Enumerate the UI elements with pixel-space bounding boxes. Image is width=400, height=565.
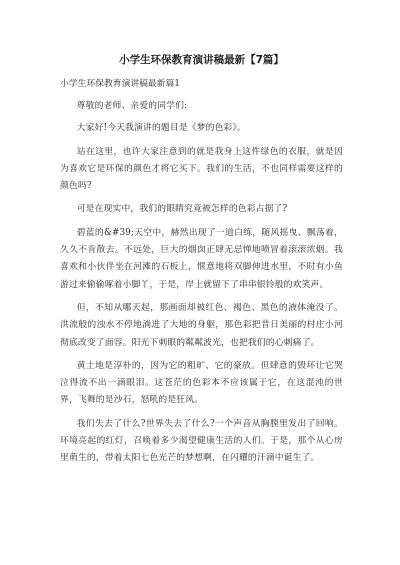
paragraph-greeting: 尊敬的老师、亲爱的同学们: <box>76 101 188 111</box>
paragraph: 站在这里，也许大家注意到的就是我身上这件绿色的衣服，就是因为喜欢它是环保的颜色才将它买下。我们的生活，不也同样需要这样的颜色吗? <box>60 146 343 192</box>
section-heading: 小学生环保教育演讲稿最新篇1 <box>60 79 180 89</box>
paragraph: 黄土地是淳朴的，因为它的粗旷、它的豪放。但肆意的毁坏让它哭泣得流不出一滴眼泪。这苍茫的色彩本不应该属于它，在这混沌的世界，飞舞的是沙石，怒吼的是狂风。 <box>60 360 343 406</box>
paragraph: 我们失去了什么?世界失去了什么?一个声音从胸膛里发出了回响。环境亮起的红灯，召唤着多少渴望健康生活的人们。于是，那个从心房里萌生的，带着太阳七色光芒的梦想啊，在闪耀的汗滴中诞生了。 <box>60 418 343 464</box>
document-title: 小学生环保教育演讲稿最新【7篇】 <box>119 54 284 66</box>
paragraph: 但，不知从哪天起，那画面却被红色、褐色、黑色的液体淹没了。洪流般的浊水不停地淌进了大地的身躯，那色彩把昔日美丽的村庄小河彻底改变了面容。阳光下刺眼的粼粼波光，也把我们的心刺痛了。 <box>60 302 343 348</box>
paragraph: 可是在现实中，我们的眼睛究竟被怎样的色彩占据了? <box>76 204 288 215</box>
paragraph: 碧蓝的&#39;天空中，赫然出现了一道白练，随风摇曳、飘荡着，久久不肯散去。不远处，巨大的烟囱正肆无忌惮地喷冒着滚滚浓烟。我喜欢和小伙伴坐在河滩的石板上，惬意地将双脚伸进水里，不时有小鱼游过来偷偷啄着小脚丫，于是，岸上就留下了串串银铃般的欢笑声。 <box>60 227 343 290</box>
paragraph-intro: 大家好!今天我演讲的题目是《梦的色彩》。 <box>76 123 246 134</box>
